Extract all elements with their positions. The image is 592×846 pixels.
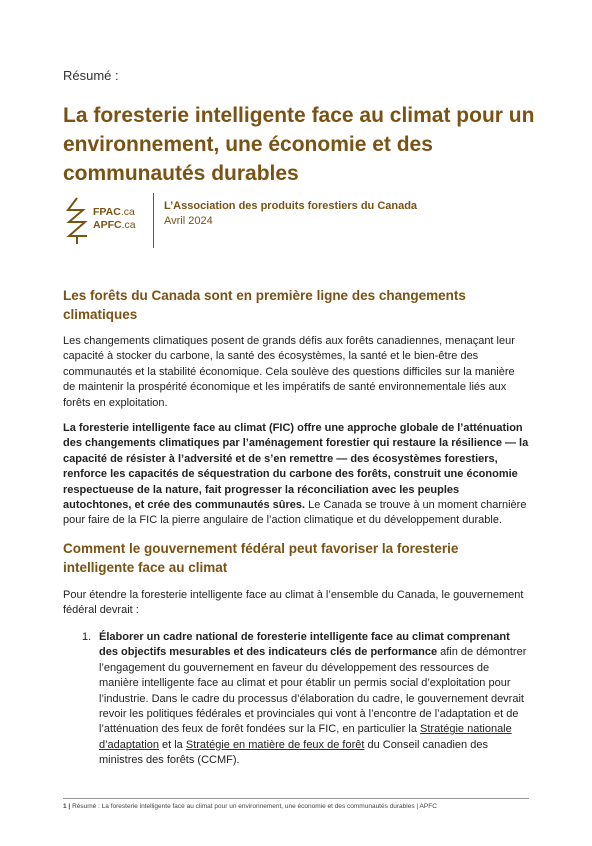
link-wildfire-strategy[interactable]: Stratégie en matière de feux de forêt [185, 738, 365, 751]
footer-label: Résumé : La foresterie intelligente face au climat pour un environnement, une économie et des communautés durables [72, 803, 415, 810]
section-heading-federal: Comment le gouvernement fédéral peut favoriser la foresterie intelligente face au climat [63, 541, 459, 575]
summary-kicker: Résumé : [63, 68, 119, 83]
link-adaptation-strategy[interactable]: Stratégie nationale d’adaptation [99, 723, 512, 751]
tree-logo-icon [63, 196, 91, 246]
footer-page-number: 1 [63, 803, 67, 810]
page-footer [63, 803, 437, 810]
organization-name: L’Association des produits forestiers du Canada [164, 200, 418, 212]
paragraph-csf-bold: La foresterie intelligente face au climat (FIC) offre une approche globale de l’atténuation des changements climatiques par l’aménagement forestier qui restaure la résilience — la capacité de résister à l’adversité et de s’en remettre — des écosystèmes forestiers, renforce les capacités de séquestration du carbone des forêts, construit une économie respectueuse de la nature, fait progresser la réconciliation avec les peuples autochtones, et crée des communautés sûres. [63, 422, 529, 512]
publication-date: Avril 2024 [164, 215, 213, 227]
logo-fpac: FPAC [93, 206, 121, 218]
footer-separator-2: | [414, 803, 420, 810]
document-title: La foresterie intelligente face au climat pour un environnement, une économie et des communautés durables [63, 104, 535, 185]
footer-separator-1: | [66, 803, 73, 810]
recommendation-text-1: afin de démontrer l’engagement du gouvernement en faveur du développement des ressources de manière intelligente face au climat et pour établir un permis social d’exploitation pour l’industrie. Dans le cadre du processus d’élaboration du cadre, le gouvernement devrait revoir les politiques fédérales et provinciales qui vont à l’encontre de l’adaptation et de l’atténuation des feux de forêt fondées sur la FIC, en particulier la [99, 646, 527, 736]
footer-org: APFC [419, 803, 437, 810]
logo-apfc-domain: .ca [121, 219, 136, 231]
fpac-logo [63, 196, 143, 246]
logo-apfc: APFC [93, 219, 122, 231]
paragraph-federal-intro: Pour étendre la foresterie intelligente face au climat à l’ensemble du Canada, le gouvernement fédéral devrait : [63, 589, 524, 617]
paragraph-csf-approach [63, 421, 529, 529]
recommendation-bold: Élaborer un cadre national de foresterie intelligente face au climat comprenant des objectifs mesurables et des indicateurs clés de performance [99, 631, 510, 659]
section-heading-forests: Les forêts du Canada sont en première ligne des changements climatiques [63, 288, 466, 322]
footer-divider [63, 798, 529, 799]
logo-wordmark [93, 206, 136, 232]
recommendation-text-2: et la [158, 738, 186, 751]
paragraph-csf-rest: Le Canada se trouve à un moment charnière pour faire de la FIC la pierre angulaire de l’action climatique et du développement durable. [63, 499, 527, 527]
recommendation-text-3: du Conseil canadien des ministres des forêts (CCMF). [99, 738, 488, 767]
logo-fpac-domain: .ca [120, 206, 135, 218]
list-item-number: 1. [82, 631, 92, 643]
header-divider [153, 193, 154, 248]
list-item [63, 630, 529, 769]
recommendations-list [63, 630, 529, 769]
paragraph-climate-challenges: Les changements climatiques posent de grands défis aux forêts canadiennes, menaçant leur capacité à stocker du carbone, la santé des écosystèmes, la santé et le bien-être des communautés et la stabilité économique. Cela soulève des questions difficiles sur la manière de maintenir la prospérité économique et les impératifs de santé environnementale liés aux forêts en exploitation. [63, 335, 515, 409]
